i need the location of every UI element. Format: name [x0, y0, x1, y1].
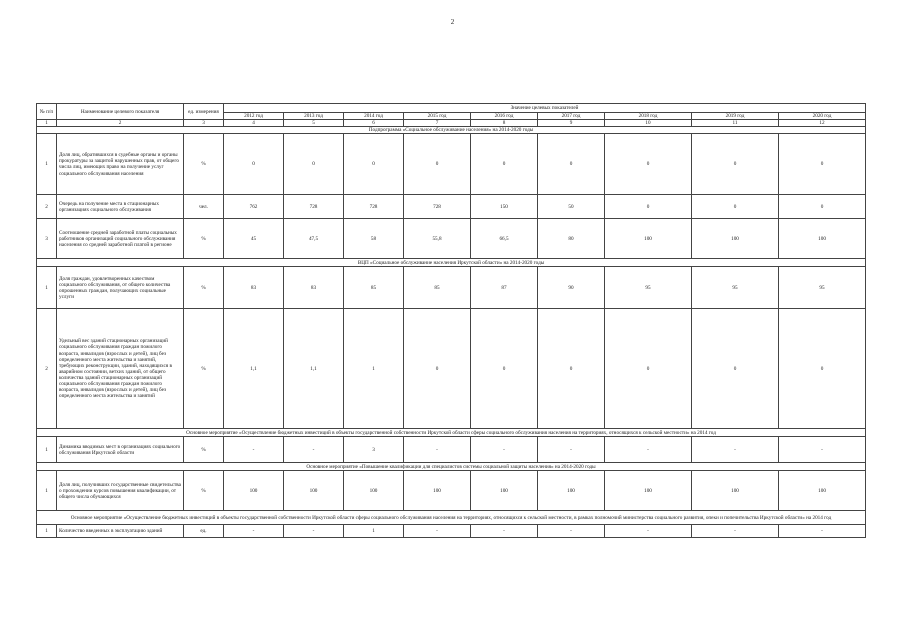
section-row [37, 127, 866, 134]
table-row [37, 219, 866, 259]
value-cell: 728 [344, 195, 404, 219]
section-title: Основное мероприятие «Осуществление бюджетных инвестиций в объекты государственной собственности Иркутской области сферы социального обслуживания населения на территориях, относящихся к сельской местности, в рамках полномочий министерства социального развития, опеки и попечительства Иркутской области» на 2014 год [37, 511, 866, 525]
indicator-name: Соотношение средней заработной платы социальных работников организаций социального обслуживания населения со средней заработной платой в регионе [57, 219, 184, 259]
value-cell: 100 [404, 471, 471, 511]
value-cell: - [471, 525, 538, 538]
value-cell: - [284, 525, 344, 538]
value-cell: 100 [224, 471, 284, 511]
value-cell: 1 [344, 309, 404, 429]
header-column-number: 5 [284, 120, 344, 127]
value-cell: 0 [224, 134, 284, 195]
header-column-number: 3 [184, 120, 224, 127]
value-cell: 50 [538, 195, 605, 219]
indicator-name: Доля лиц, получивших государственные свидетельства о прохождении курсов повышения квалификации, от общего числа обучающихся [57, 471, 184, 511]
value-cell: 95 [605, 267, 692, 309]
value-cell: 83 [224, 267, 284, 309]
value-cell: 0 [779, 309, 866, 429]
value-cell: 150 [471, 195, 538, 219]
unit-cell: % [184, 309, 224, 429]
section-row [37, 259, 866, 267]
unit-cell: % [184, 134, 224, 195]
value-cell: 0 [692, 195, 779, 219]
header-column-number: 11 [692, 120, 779, 127]
header-values-group: Значение целевых показателей [224, 104, 866, 113]
row-number: 2 [37, 309, 57, 429]
value-cell: 0 [404, 309, 471, 429]
header-year: 2019 год [692, 113, 779, 120]
value-cell: 66,5 [471, 219, 538, 259]
indicators-table [36, 103, 866, 538]
indicator-name: Доля граждан, удовлетворенных качеством социального обслуживания, от общего количества опрошенных граждан, получающих социальные услуги [57, 267, 184, 309]
header-num: № п/п [37, 104, 57, 120]
table-row [37, 134, 866, 195]
page-number: 2 [450, 18, 455, 26]
value-cell: 3 [344, 437, 404, 463]
value-cell: 0 [471, 134, 538, 195]
value-cell: 100 [538, 471, 605, 511]
header-column-number: 10 [605, 120, 692, 127]
row-number: 3 [37, 219, 57, 259]
value-cell: - [224, 437, 284, 463]
value-cell: 0 [692, 309, 779, 429]
row-number: 1 [37, 471, 57, 511]
unit-cell: % [184, 267, 224, 309]
value-cell: 100 [692, 219, 779, 259]
value-cell: 100 [605, 219, 692, 259]
value-cell: 0 [538, 134, 605, 195]
value-cell: - [404, 525, 471, 538]
header-year: 2016 год [471, 113, 538, 120]
header-column-number: 1 [37, 120, 57, 127]
table-row [37, 525, 866, 538]
value-cell: 100 [779, 219, 866, 259]
indicator-name: Количество введенных в эксплуатацию зданий [57, 525, 184, 538]
header-name: Наименование целевого показателя [57, 104, 184, 120]
header-year: 2013 год [284, 113, 344, 120]
value-cell: 0 [692, 134, 779, 195]
value-cell: - [692, 525, 779, 538]
value-cell: 728 [284, 195, 344, 219]
value-cell: 87 [471, 267, 538, 309]
value-cell: - [538, 437, 605, 463]
value-cell: 85 [344, 267, 404, 309]
row-number: 1 [37, 134, 57, 195]
value-cell: 0 [605, 195, 692, 219]
value-cell: - [404, 437, 471, 463]
section-title: ВЦП «Социальное обслуживание населения Иркутской области» на 2014-2020 годы [37, 259, 866, 267]
header-column-number: 4 [224, 120, 284, 127]
value-cell: 100 [344, 471, 404, 511]
value-cell: 1,1 [224, 309, 284, 429]
section-row [37, 463, 866, 471]
table-row [37, 437, 866, 463]
unit-cell: % [184, 219, 224, 259]
value-cell: 1 [344, 525, 404, 538]
unit-cell: чел. [184, 195, 224, 219]
value-cell: 58 [344, 219, 404, 259]
value-cell: 0 [779, 195, 866, 219]
value-cell: 0 [284, 134, 344, 195]
value-cell: - [779, 525, 866, 538]
indicator-name: Динамика вводимых мест в организациях социального обслуживания Иркутской области [57, 437, 184, 463]
header-year: 2014 год [344, 113, 404, 120]
header-year: 2015 год [404, 113, 471, 120]
table-row [37, 471, 866, 511]
header-unit: ед. измерения [184, 104, 224, 120]
header-column-number: 9 [538, 120, 605, 127]
value-cell: 0 [605, 134, 692, 195]
value-cell: 100 [284, 471, 344, 511]
value-cell: 85 [404, 267, 471, 309]
indicator-name: Удельный вес зданий стационарных организаций социального обслуживания граждан пожилого возраста, инвалидов (взрослых и детей), лиц без определенного места жительства и занятий, требующих реконструкции, зданий, находящихся в аварийном состоянии, ветхих зданий, от общего количества зданий стационарных организаций социального обслуживания граждан пожилого возраста, инвалидов (взрослых и детей), лиц без определенного места жительства и занятий [57, 309, 184, 429]
value-cell: - [538, 525, 605, 538]
value-cell: - [471, 437, 538, 463]
unit-cell: % [184, 471, 224, 511]
header-column-number: 2 [57, 120, 184, 127]
header-year: 2018 год [605, 113, 692, 120]
header-column-number: 12 [779, 120, 866, 127]
value-cell: 47,5 [284, 219, 344, 259]
section-row [37, 511, 866, 525]
header-column-numbers-row [37, 120, 866, 127]
value-cell: 95 [779, 267, 866, 309]
row-number: 2 [37, 195, 57, 219]
header-year: 2020 год [779, 113, 866, 120]
value-cell: 55,8 [404, 219, 471, 259]
header-year: 2017 год [538, 113, 605, 120]
row-number: 1 [37, 525, 57, 538]
header-year: 2012 год [224, 113, 284, 120]
value-cell: 728 [404, 195, 471, 219]
value-cell: 0 [404, 134, 471, 195]
unit-cell: ед. [184, 525, 224, 538]
section-row [37, 429, 866, 437]
value-cell: 100 [605, 471, 692, 511]
value-cell: - [692, 437, 779, 463]
value-cell: - [224, 525, 284, 538]
value-cell: 90 [538, 267, 605, 309]
table-body [37, 127, 866, 538]
value-cell: 83 [284, 267, 344, 309]
header-column-number: 8 [471, 120, 538, 127]
unit-cell: % [184, 437, 224, 463]
value-cell: 100 [779, 471, 866, 511]
indicator-name: Доля лиц, обратившихся в судебные органы и органы прокуратуры за защитой нарушенных прав, от общего числа лиц, имеющих право на получение услуг социального обслуживания населения [57, 134, 184, 195]
value-cell: 100 [692, 471, 779, 511]
table-row [37, 195, 866, 219]
value-cell: - [605, 437, 692, 463]
value-cell: 0 [605, 309, 692, 429]
value-cell: 0 [344, 134, 404, 195]
value-cell: 0 [538, 309, 605, 429]
value-cell: 762 [224, 195, 284, 219]
value-cell: 100 [471, 471, 538, 511]
indicator-name: Очередь на получение места в стационарных организациях социального обслуживания [57, 195, 184, 219]
section-title: Основное мероприятие «Повышение квалификации для специалистов системы социальной защиты населения» на 2014-2020 годы [37, 463, 866, 471]
table-row [37, 309, 866, 429]
section-title: Основное мероприятие «Осуществление бюджетных инвестиций в объекты государственной собственности Иркутской области сферы социального обслуживания населения на территориях, относящихся к сельской местности» на 2014 год [37, 429, 866, 437]
value-cell: 0 [471, 309, 538, 429]
header-column-number: 7 [404, 120, 471, 127]
value-cell: 1,1 [284, 309, 344, 429]
table-row [37, 267, 866, 309]
value-cell: - [284, 437, 344, 463]
value-cell: 0 [779, 134, 866, 195]
value-cell: 80 [538, 219, 605, 259]
header-column-number: 6 [344, 120, 404, 127]
value-cell: - [605, 525, 692, 538]
value-cell: 95 [692, 267, 779, 309]
section-title: Подпрограмма «Социальное обслуживание населения» на 2014-2020 годы [37, 127, 866, 134]
value-cell: - [779, 437, 866, 463]
row-number: 1 [37, 437, 57, 463]
value-cell: 45 [224, 219, 284, 259]
row-number: 1 [37, 267, 57, 309]
